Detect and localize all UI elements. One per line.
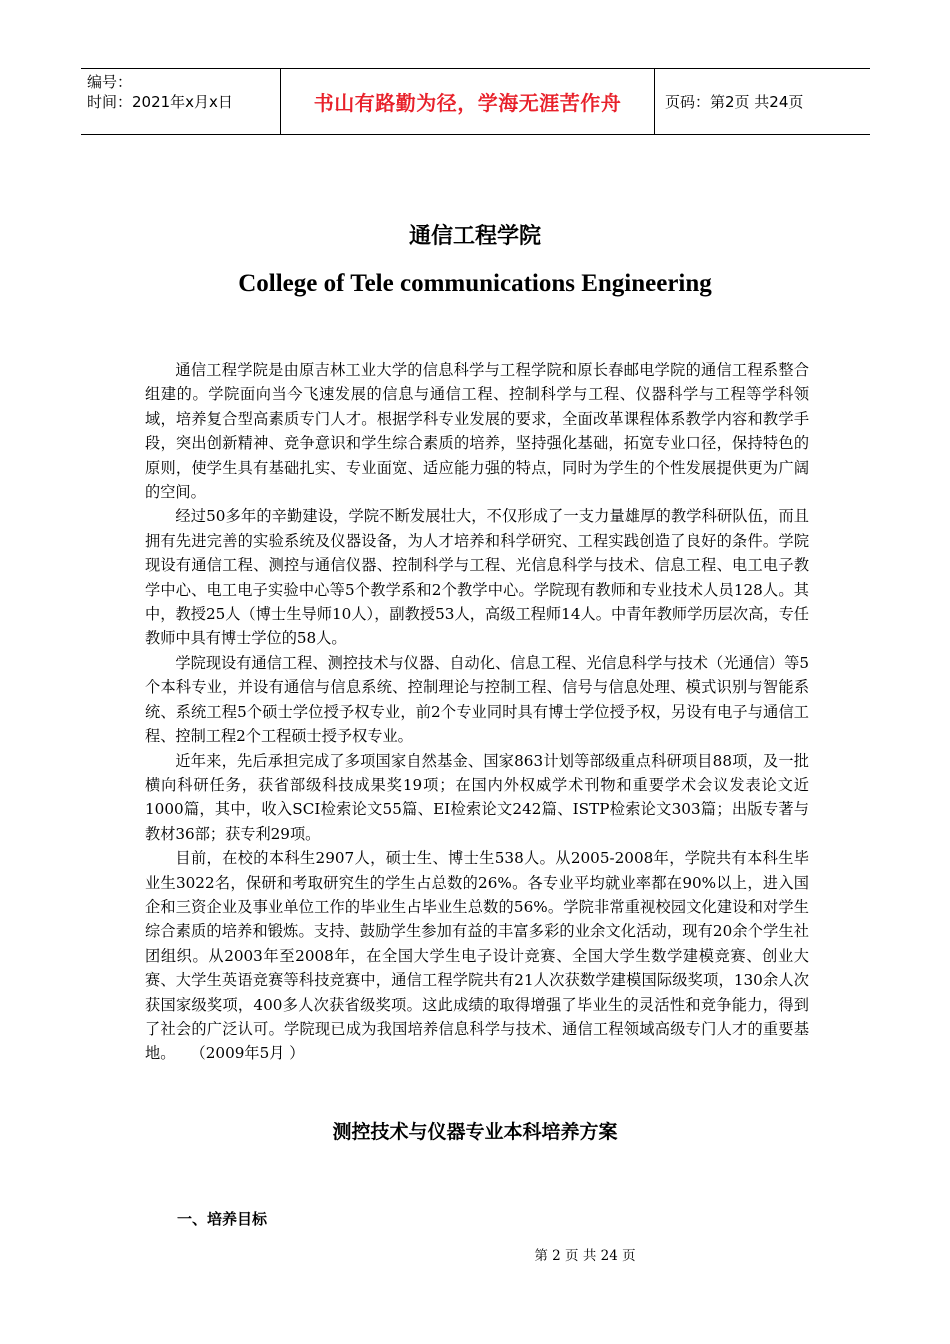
document-title-chinese: 通信工程学院 [408, 224, 541, 249]
header-motto: 书山有路勤为径，学海无涯苦作舟 [281, 69, 655, 134]
footer-page-number: 第 2 页 共 24 页 [534, 1248, 636, 1264]
header-page-info: 页码：第2页 共24页 [665, 93, 804, 111]
paragraph: 通信工程学院是由原吉林工业大学的信息科学与工程学院和原长春邮电学院的通信工程系整合组建的。学院面向当今飞速发展的信息与通信工程、控制科学与工程、仪器科学与工程等学科领域，培养复合型高素质专门人才。根据学科专业发展的要求，全面改革课程体系教学内容和教学手段，突出创新精神、竞争意识和学生综合素质的培养，坚持强化基础，拓宽专业口径，保持特色的原则，使学生具有基础扎实、专业面宽、适应能力强的特点，同时为学生的个性发展提供更为广阔的空间。 [145, 361, 809, 502]
body-text [145, 358, 809, 1066]
time-label: 时间：2021年x月x日 [87, 93, 233, 111]
number-label: 编号： [87, 73, 133, 91]
page-footer [0, 1246, 950, 1266]
paragraph: 学院现设有通信工程、测控技术与仪器、自动化、信息工程、光信息科学与技术（光通信）等5个本科专业，并设有通信与信息系统、控制理论与控制工程、信号与信息处理、模式识别与智能系统、系统工程5个硕士学位授予权专业，前2个专业同时具有博士学位授予权，另设有电子与通信工程、控制工程2个工程硕士授予权专业。 [145, 653, 809, 746]
section-title: 测控技术与仪器专业本科培养方案 [332, 1121, 618, 1143]
sub-heading: 一、培养目标 [177, 1210, 268, 1228]
paragraph: 目前，在校的本科生2907人，硕士生、博士生538人。从2005-2008年，学院共有本科生毕业生3022名，保研和考取研究生的学生占总数的26%。各专业平均就业率都在90%以上，进入国企和三资企业及事业单位工作的毕业生占毕业生总数的56%。学院非常重视校园文化建设和对学生综合素质的培养和锻炼。支持、鼓励学生参加有益的丰富多彩的业余文化活动，现有20余个学生社团组织。从2003年至2008年，在全国大学生电子设计竞赛、全国大学生数学建模竞赛、创业大赛、大学生英语竞赛等科技竞赛中，通信工程学院共有21人次获数学建模国际级奖项，130余人次获国家级奖项，400多人次获省级奖项。这此成绩的取得增强了毕业生的灵活性和竞争能力，得到了社会的广泛认可。学院现已成为我国培养信息科学与技术、通信工程领域高级专门人才的重要基地。 （2009年5月 ） [145, 849, 809, 1063]
header-meta [81, 69, 281, 134]
paragraph: 近年来，先后承担完成了多项国家自然基金、国家863计划等部级重点科研项目88项，及一批横向科研任务，获省部级科技成果奖19项；在国内外权威学术刊物和重要学术会议发表论文近1000篇，其中，收入SCI检索论文55篇、EI检索论文242篇、ISTP检索论文303篇；出版专著与教材36部；获专利29项。 [145, 751, 809, 843]
paragraph: 经过50多年的辛勤建设，学院不断发展壮大，不仅形成了一支力量雄厚的教学科研队伍，而且拥有先进完善的实验系统及仪器设备，为人才培养和科学研究、工程实践创造了良好的条件。学院现设有通信工程、测控与通信仪器、控制科学与工程、光信息科学与技术、信息工程、电工电子教学中心、电工电子实验中心等5个教学系和2个教学中心。学院现有教师和专业技术人员128人。其中，教授25人（博士生导师10人），副教授53人，高级工程师14人。中青年教师学历层次高，专任教师中具有博士学位的58人。 [145, 507, 809, 648]
page-header [81, 68, 870, 135]
document-title-english: College of Tele communications Engineering [238, 270, 712, 297]
